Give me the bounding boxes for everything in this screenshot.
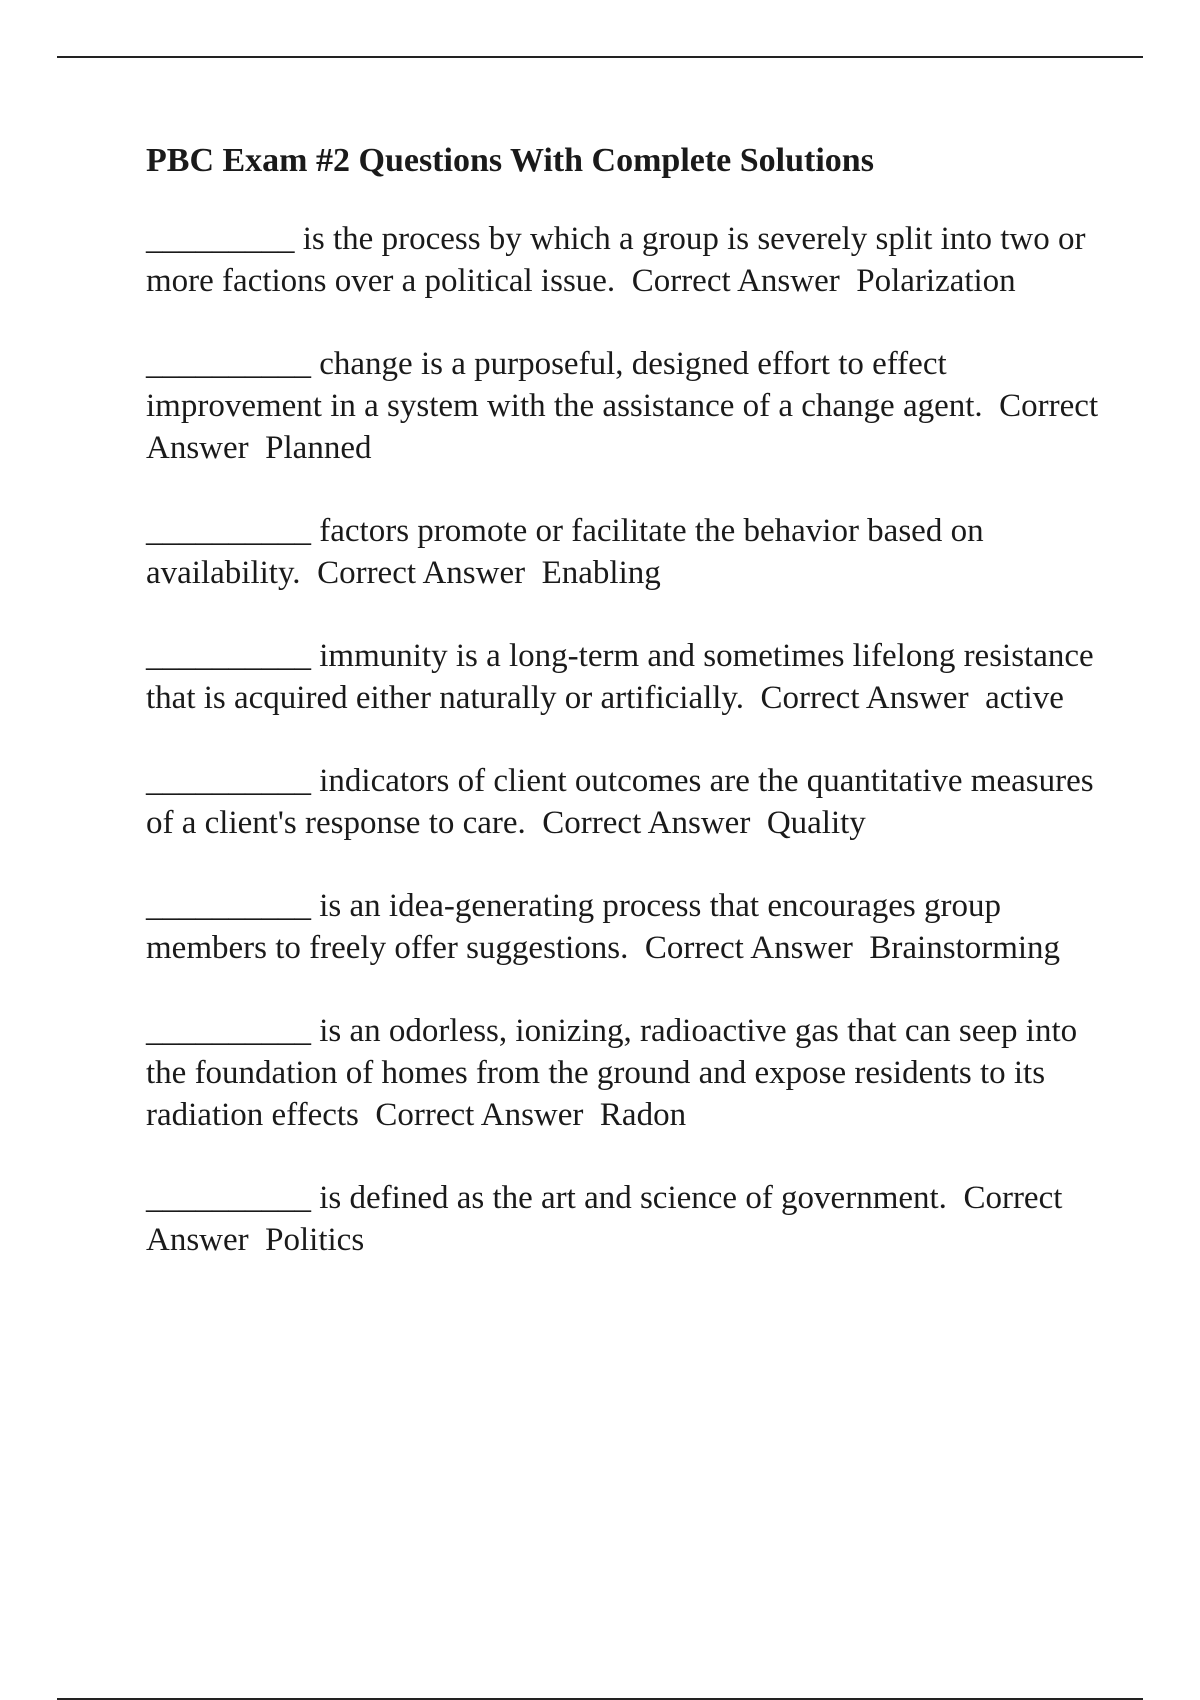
question-text: __________ indicators of client outcomes are the quantitative measures of a client's response to care. (146, 763, 1094, 841)
answer-text: Polarization (856, 263, 1016, 299)
qa-list (146, 218, 1106, 1261)
question-text: _________ is the process by which a group is severely split into two or more factions over a political issue. (146, 221, 1086, 299)
answer-text: Planned (265, 430, 372, 466)
question-text: __________ immunity is a long-term and sometimes lifelong resistance that is acquired either naturally or artificially. (146, 638, 1094, 716)
answer-label: Correct Answer (317, 555, 526, 591)
qa-item (146, 635, 1101, 719)
document-body (146, 140, 1106, 1302)
answer-label: Correct Answer (631, 263, 840, 299)
answer-text: Brainstorming (869, 930, 1061, 966)
document-title: PBC Exam #2 Questions With Complete Solutions (146, 142, 874, 179)
answer-label: Correct Answer (146, 388, 1099, 466)
question-text: __________ change is a purposeful, designed effort to effect improvement in a system with the assistance of a change agent. (146, 346, 983, 424)
qa-item (146, 218, 1101, 302)
qa-item (146, 1177, 1101, 1261)
answer-text: Quality (766, 805, 866, 841)
question-text: __________ factors promote or facilitate the behavior based on availability. (146, 513, 984, 591)
answer-text: Radon (599, 1097, 687, 1133)
answer-text: active (985, 680, 1064, 716)
question-text: __________ is an idea-generating process that encourages group members to freely offer suggestions. (146, 888, 1001, 966)
answer-label: Correct Answer (644, 930, 853, 966)
qa-item (146, 510, 1101, 594)
answer-text: Enabling (541, 555, 661, 591)
question-text: __________ is an odorless, ionizing, radioactive gas that can seep into the foundation of homes from the ground and expose residents to its radiation effects (146, 1013, 1078, 1133)
answer-label: Correct Answer (760, 680, 969, 716)
answer-text: Politics (265, 1222, 365, 1258)
answer-label: Correct Answer (375, 1097, 584, 1133)
question-text: __________ is defined as the art and science of government. (146, 1180, 947, 1216)
qa-item (146, 885, 1101, 969)
top-rule (57, 56, 1143, 58)
qa-item (146, 760, 1101, 844)
answer-label: Correct Answer (542, 805, 751, 841)
answer-label: Correct Answer (146, 1180, 1063, 1258)
qa-item (146, 1010, 1101, 1136)
qa-item (146, 343, 1101, 469)
